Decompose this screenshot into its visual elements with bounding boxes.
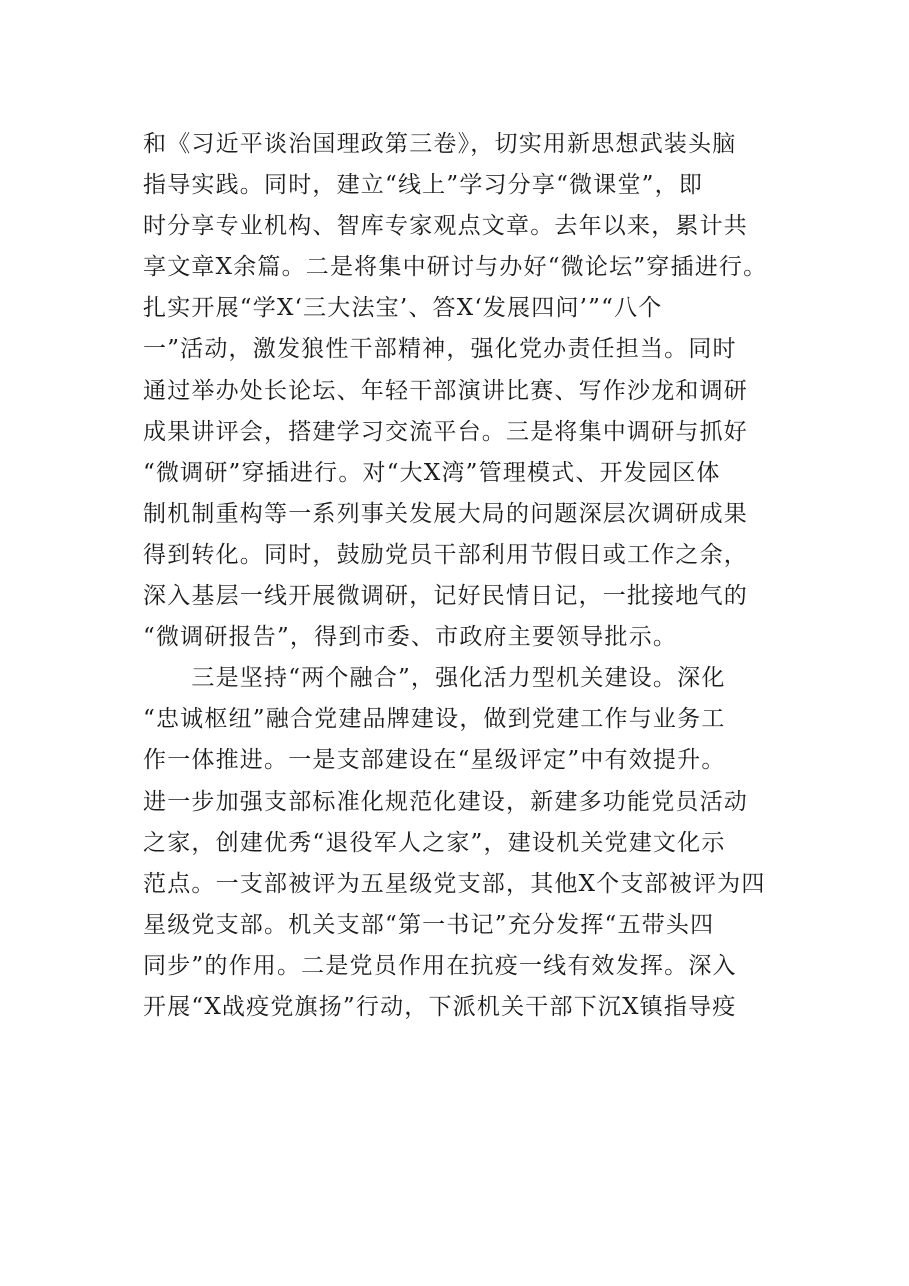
- text-line: 通过举办处长论坛、年轻干部演讲比赛、写作沙龙和调研: [143, 377, 748, 404]
- text-line: 同步”的作用。二是党员作用在抗疫一线有效发挥。深入: [143, 952, 737, 979]
- text-line: 得到转化。同时，鼓励党员干部利用节假日或工作之余，: [143, 541, 748, 568]
- text-line: 时分享专业机构、智库专家观点文章。去年以来，累计共: [143, 213, 748, 240]
- text-line: 作一体推进。一是支部建设在“星级评定”中有效提升。: [143, 747, 726, 774]
- text-line: 指导实践。同时，建立“线上”学习分享“微课堂”，即: [143, 172, 704, 199]
- text-line: “忠诚枢纽”融合党建品牌建设，做到党建工作与业务工: [143, 706, 726, 733]
- text-line: 星级党支部。机关支部“第一书记”充分发挥“五带头四: [143, 911, 715, 938]
- text-line: 进一步加强支部标准化规范化建设，新建多功能党员活动: [143, 788, 748, 815]
- body-text: [143, 124, 803, 1028]
- text-line: 和《习近平谈治国理政第三卷》，切实用新思想武装头脑: [143, 131, 737, 157]
- text-line: 享文章X余篇。二是将集中研讨与办好“微论坛”穿插进行。: [143, 254, 768, 281]
- text-line: “微调研”穿插进行。对“大X湾”管理模式、开发园区体: [143, 459, 721, 486]
- text-line: 成果讲评会，搭建学习交流平台。三是将集中调研与抓好: [143, 418, 748, 445]
- text-line: 深入基层一线开展微调研，记好民情日记，一批接地气的: [143, 583, 748, 610]
- text-line: 之家，创建优秀“退役军人之家”，建设机关党建文化示: [143, 829, 726, 856]
- paragraph-start-line: 三是坚持“两个融合”，强化活力型机关建设。深化: [143, 665, 726, 692]
- text-line: 一”活动，激发狼性干部精神，强化党办责任担当。同时: [143, 336, 737, 363]
- text-line: “微调研报告”，得到市委、市政府主要领导批示。: [143, 624, 678, 651]
- text-line: 制机制重构等一系列事关发展大局的问题深层次调研成果: [143, 500, 748, 527]
- text-line: 范点。一支部被评为五星级党支部，其他X个支部被评为四: [143, 870, 766, 897]
- text-line: 开展“X战疫党旗扬”行动，下派机关干部下沉X镇指导疫: [143, 993, 737, 1020]
- text-line: 扎实开展“学X‘三大法宝’、答X‘发展四问’”“八个: [143, 295, 663, 322]
